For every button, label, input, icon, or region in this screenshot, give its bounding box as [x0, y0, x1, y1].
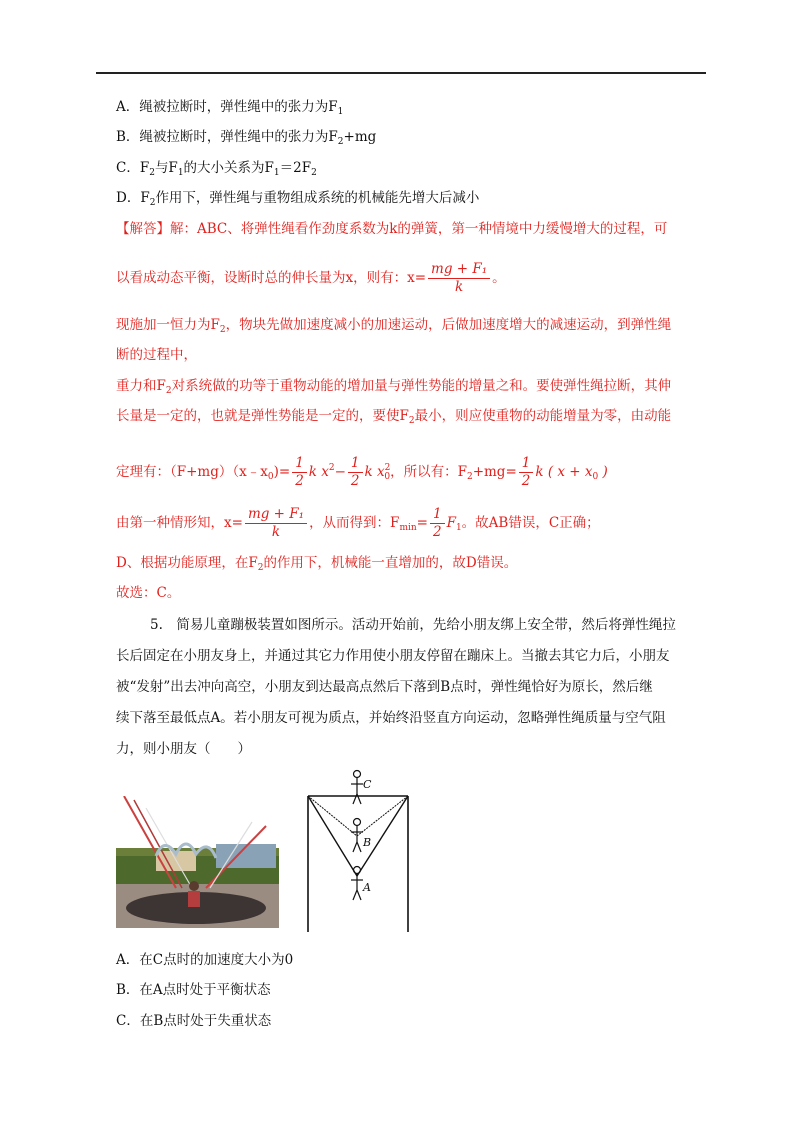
option-a: A．绳被拉断时，弹性绳中的张力为$F_1$: [116, 99, 344, 117]
question5-line-2: 长后固定在小朋友身上，并通过其它力作用使小朋友停留在蹦床上。当撤去其它力后，小朋友: [116, 648, 670, 664]
question5-line-3: 被“发射”出去冲向高空，小朋友到达最高点然后下落到B点时，弹性绳恰好为原长，然后继: [116, 679, 653, 695]
q5-option-a: A．在C点时的加速度大小为0: [116, 952, 294, 968]
answer-bracket: 【解答】: [116, 221, 170, 237]
answer-line-4: 断的过程中，: [116, 347, 197, 363]
answer-line-9: D、根据功能原理，在$F_2$的作用下，机械能一直增加的，故D错误。: [116, 555, 518, 573]
answer-line-7: 定理有：$(F+mg)(x﹣x_0)=$ $\frac{1}{2}$ k $x^2-$ $\frac{1}{2}$ k $x^2_0$，所以有：$F_2+mg=$ $\frac{1}{2}$ k ( $x + x_0$ ): [116, 455, 608, 489]
answer-line-2: 以看成动态平衡，设断时总的伸长量为x，则有：x= $\frac{\text{mg + F₁}}{k}$ 。: [116, 261, 506, 295]
option-d: D．$F_2$作用下，弹性绳与重物组成系统的机械能先增大后减小: [116, 190, 480, 208]
label-b: B: [363, 836, 372, 849]
label-a: A: [363, 881, 371, 894]
label-c: C: [363, 778, 372, 791]
fraction-x-2: $\frac{\text{mg + F₁}}{k}$: [245, 506, 307, 541]
fraction-x: $\frac{\text{mg + F₁}}{k}$: [428, 261, 490, 296]
answer-line-3: 现施加一恒力为$F_2$，物块先做加速度减小的加速运动，后做加速度增大的减速运动，到弹性绳: [116, 317, 672, 335]
question5-line-1: 5. 简易儿童蹦极装置如图所示。活动开始前，先给小朋友绑上安全带，然后将弹性绳拉: [150, 617, 676, 633]
child-figure-b: [351, 819, 363, 853]
answer-line-6: 长量是一定的，也就是弹性势能是一定的，要使$F_2$最小，则应使重物的动能增量为零，由动能: [116, 408, 672, 426]
child-figure-c: [351, 771, 363, 805]
answer-line-1: 【解答】解：ABC、将弹性绳看作劲度系数为k的弹簧，第一种情境中力缓慢增大的过程，可: [116, 221, 668, 237]
bungee-diagram: [300, 766, 420, 934]
q5-option-b: B．在A点时处于平衡状态: [116, 982, 271, 998]
header-rule: [96, 72, 706, 74]
answer-line-5: 重力和$F_2$对系统做的功等于重物动能的增加量与弹性势能的增量之和。要使弹性绳拉断，其伸: [116, 378, 672, 396]
question5-line-5: 力，则小朋友（ ）: [116, 741, 251, 757]
bungee-photo: [116, 796, 279, 928]
question5-line-4: 续下落至最低点A。若小朋友可视为质点，并始终沿竖直方向运动，忽略弹性绳质量与空气阻: [116, 710, 666, 726]
option-c: C．$F_2$与$F_1$的大小关系为$F_1=2F_2$: [116, 160, 317, 178]
answer-line-8: 由第一种情形知，x= $\frac{\text{mg + F₁}}{k}$ ，从而得到：$F_{min}=$ $\frac{1}{2}$ $F_1$。故AB错误，C正确；: [116, 506, 600, 540]
q5-option-c: C．在B点时处于失重状态: [116, 1013, 272, 1029]
option-b: B．绳被拉断时，弹性绳中的张力为$F_2+mg$: [116, 129, 377, 147]
answer-line-10: 故选：C。: [116, 585, 181, 601]
child-figure-a: [351, 867, 363, 901]
